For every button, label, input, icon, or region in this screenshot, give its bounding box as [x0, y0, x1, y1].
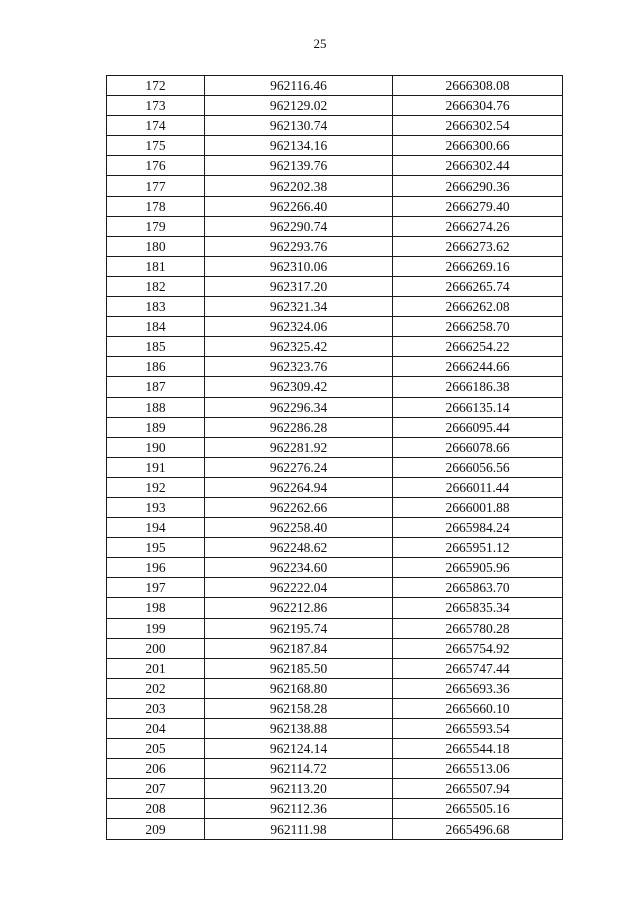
x-coordinate-cell: 962248.62 [205, 538, 393, 558]
x-coordinate-cell: 962290.74 [205, 216, 393, 236]
point-number-cell: 175 [107, 136, 205, 156]
y-coordinate-cell: 2666011.44 [393, 477, 563, 497]
x-coordinate-cell: 962187.84 [205, 638, 393, 658]
y-coordinate-cell: 2666258.70 [393, 317, 563, 337]
y-coordinate-cell: 2665951.12 [393, 538, 563, 558]
table-row [107, 678, 563, 698]
table-row [107, 719, 563, 739]
table-row [107, 759, 563, 779]
table-row [107, 437, 563, 457]
point-number-cell: 178 [107, 196, 205, 216]
point-number-cell: 173 [107, 96, 205, 116]
point-number-cell: 200 [107, 638, 205, 658]
table-row [107, 739, 563, 759]
table-row [107, 216, 563, 236]
point-number-cell: 181 [107, 256, 205, 276]
y-coordinate-cell: 2666274.26 [393, 216, 563, 236]
point-number-cell: 205 [107, 739, 205, 759]
table-row [107, 276, 563, 296]
x-coordinate-cell: 962222.04 [205, 578, 393, 598]
x-coordinate-cell: 962266.40 [205, 196, 393, 216]
y-coordinate-cell: 2665505.16 [393, 799, 563, 819]
x-coordinate-cell: 962112.36 [205, 799, 393, 819]
x-coordinate-cell: 962202.38 [205, 176, 393, 196]
point-number-cell: 174 [107, 116, 205, 136]
y-coordinate-cell: 2666290.36 [393, 176, 563, 196]
x-coordinate-cell: 962113.20 [205, 779, 393, 799]
point-number-cell: 184 [107, 317, 205, 337]
y-coordinate-cell: 2665507.94 [393, 779, 563, 799]
point-number-cell: 202 [107, 678, 205, 698]
y-coordinate-cell: 2665496.68 [393, 819, 563, 839]
x-coordinate-cell: 962325.42 [205, 337, 393, 357]
point-number-cell: 198 [107, 598, 205, 618]
y-coordinate-cell: 2666279.40 [393, 196, 563, 216]
x-coordinate-cell: 962130.74 [205, 116, 393, 136]
x-coordinate-cell: 962310.06 [205, 256, 393, 276]
y-coordinate-cell: 2666273.62 [393, 236, 563, 256]
table-row [107, 819, 563, 839]
x-coordinate-cell: 962296.34 [205, 397, 393, 417]
y-coordinate-cell: 2665780.28 [393, 618, 563, 638]
y-coordinate-cell: 2666254.22 [393, 337, 563, 357]
y-coordinate-cell: 2665544.18 [393, 739, 563, 759]
y-coordinate-cell: 2665593.54 [393, 719, 563, 739]
y-coordinate-cell: 2666056.56 [393, 457, 563, 477]
x-coordinate-cell: 962324.06 [205, 317, 393, 337]
table-row [107, 236, 563, 256]
table-row [107, 256, 563, 276]
coordinates-table-body [107, 76, 563, 840]
point-number-cell: 176 [107, 156, 205, 176]
x-coordinate-cell: 962116.46 [205, 76, 393, 96]
y-coordinate-cell: 2666078.66 [393, 437, 563, 457]
point-number-cell: 208 [107, 799, 205, 819]
table-row [107, 658, 563, 678]
y-coordinate-cell: 2665754.92 [393, 638, 563, 658]
table-row [107, 337, 563, 357]
table-row [107, 76, 563, 96]
table-row [107, 598, 563, 618]
x-coordinate-cell: 962258.40 [205, 518, 393, 538]
point-number-cell: 180 [107, 236, 205, 256]
x-coordinate-cell: 962195.74 [205, 618, 393, 638]
table-row [107, 136, 563, 156]
x-coordinate-cell: 962139.76 [205, 156, 393, 176]
y-coordinate-cell: 2666265.74 [393, 276, 563, 296]
point-number-cell: 179 [107, 216, 205, 236]
y-coordinate-cell: 2666001.88 [393, 497, 563, 517]
x-coordinate-cell: 962293.76 [205, 236, 393, 256]
table-row [107, 176, 563, 196]
point-number-cell: 187 [107, 377, 205, 397]
point-number-cell: 195 [107, 538, 205, 558]
x-coordinate-cell: 962234.60 [205, 558, 393, 578]
x-coordinate-cell: 962323.76 [205, 357, 393, 377]
table-row [107, 477, 563, 497]
x-coordinate-cell: 962281.92 [205, 437, 393, 457]
table-row [107, 397, 563, 417]
page-number: 25 [313, 36, 327, 51]
y-coordinate-cell: 2666302.54 [393, 116, 563, 136]
point-number-cell: 194 [107, 518, 205, 538]
y-coordinate-cell: 2666135.14 [393, 397, 563, 417]
x-coordinate-cell: 962129.02 [205, 96, 393, 116]
y-coordinate-cell: 2665660.10 [393, 698, 563, 718]
point-number-cell: 199 [107, 618, 205, 638]
y-coordinate-cell: 2666308.08 [393, 76, 563, 96]
point-number-cell: 188 [107, 397, 205, 417]
x-coordinate-cell: 962262.66 [205, 497, 393, 517]
x-coordinate-cell: 962168.80 [205, 678, 393, 698]
table-row [107, 417, 563, 437]
point-number-cell: 186 [107, 357, 205, 377]
point-number-cell: 203 [107, 698, 205, 718]
table-row [107, 799, 563, 819]
point-number-cell: 201 [107, 658, 205, 678]
table-row [107, 638, 563, 658]
y-coordinate-cell: 2665513.06 [393, 759, 563, 779]
x-coordinate-cell: 962124.14 [205, 739, 393, 759]
table-row [107, 317, 563, 337]
point-number-cell: 196 [107, 558, 205, 578]
table-row [107, 357, 563, 377]
coordinates-table [106, 75, 563, 840]
table-row [107, 578, 563, 598]
table-row [107, 457, 563, 477]
y-coordinate-cell: 2666244.66 [393, 357, 563, 377]
x-coordinate-cell: 962212.86 [205, 598, 393, 618]
point-number-cell: 189 [107, 417, 205, 437]
x-coordinate-cell: 962286.28 [205, 417, 393, 437]
point-number-cell: 185 [107, 337, 205, 357]
table-row [107, 297, 563, 317]
table-row [107, 698, 563, 718]
table-row [107, 518, 563, 538]
point-number-cell: 209 [107, 819, 205, 839]
point-number-cell: 197 [107, 578, 205, 598]
y-coordinate-cell: 2665863.70 [393, 578, 563, 598]
table-row [107, 96, 563, 116]
table-row [107, 196, 563, 216]
point-number-cell: 190 [107, 437, 205, 457]
x-coordinate-cell: 962158.28 [205, 698, 393, 718]
y-coordinate-cell: 2666095.44 [393, 417, 563, 437]
y-coordinate-cell: 2665905.96 [393, 558, 563, 578]
y-coordinate-cell: 2665693.36 [393, 678, 563, 698]
point-number-cell: 207 [107, 779, 205, 799]
y-coordinate-cell: 2665984.24 [393, 518, 563, 538]
x-coordinate-cell: 962111.98 [205, 819, 393, 839]
y-coordinate-cell: 2665835.34 [393, 598, 563, 618]
x-coordinate-cell: 962114.72 [205, 759, 393, 779]
y-coordinate-cell: 2666262.08 [393, 297, 563, 317]
x-coordinate-cell: 962185.50 [205, 658, 393, 678]
y-coordinate-cell: 2666186.38 [393, 377, 563, 397]
y-coordinate-cell: 2666269.16 [393, 256, 563, 276]
point-number-cell: 206 [107, 759, 205, 779]
table-row [107, 538, 563, 558]
table-row [107, 116, 563, 136]
x-coordinate-cell: 962317.20 [205, 276, 393, 296]
y-coordinate-cell: 2666300.66 [393, 136, 563, 156]
table-row [107, 618, 563, 638]
x-coordinate-cell: 962276.24 [205, 457, 393, 477]
table-row [107, 779, 563, 799]
x-coordinate-cell: 962309.42 [205, 377, 393, 397]
table-row [107, 497, 563, 517]
point-number-cell: 193 [107, 497, 205, 517]
point-number-cell: 183 [107, 297, 205, 317]
point-number-cell: 182 [107, 276, 205, 296]
y-coordinate-cell: 2666302.44 [393, 156, 563, 176]
table-row [107, 558, 563, 578]
y-coordinate-cell: 2666304.76 [393, 96, 563, 116]
point-number-cell: 192 [107, 477, 205, 497]
table-row [107, 156, 563, 176]
y-coordinate-cell: 2665747.44 [393, 658, 563, 678]
x-coordinate-cell: 962321.34 [205, 297, 393, 317]
x-coordinate-cell: 962134.16 [205, 136, 393, 156]
point-number-cell: 191 [107, 457, 205, 477]
x-coordinate-cell: 962138.88 [205, 719, 393, 739]
x-coordinate-cell: 962264.94 [205, 477, 393, 497]
table-row [107, 377, 563, 397]
point-number-cell: 204 [107, 719, 205, 739]
point-number-cell: 177 [107, 176, 205, 196]
point-number-cell: 172 [107, 76, 205, 96]
